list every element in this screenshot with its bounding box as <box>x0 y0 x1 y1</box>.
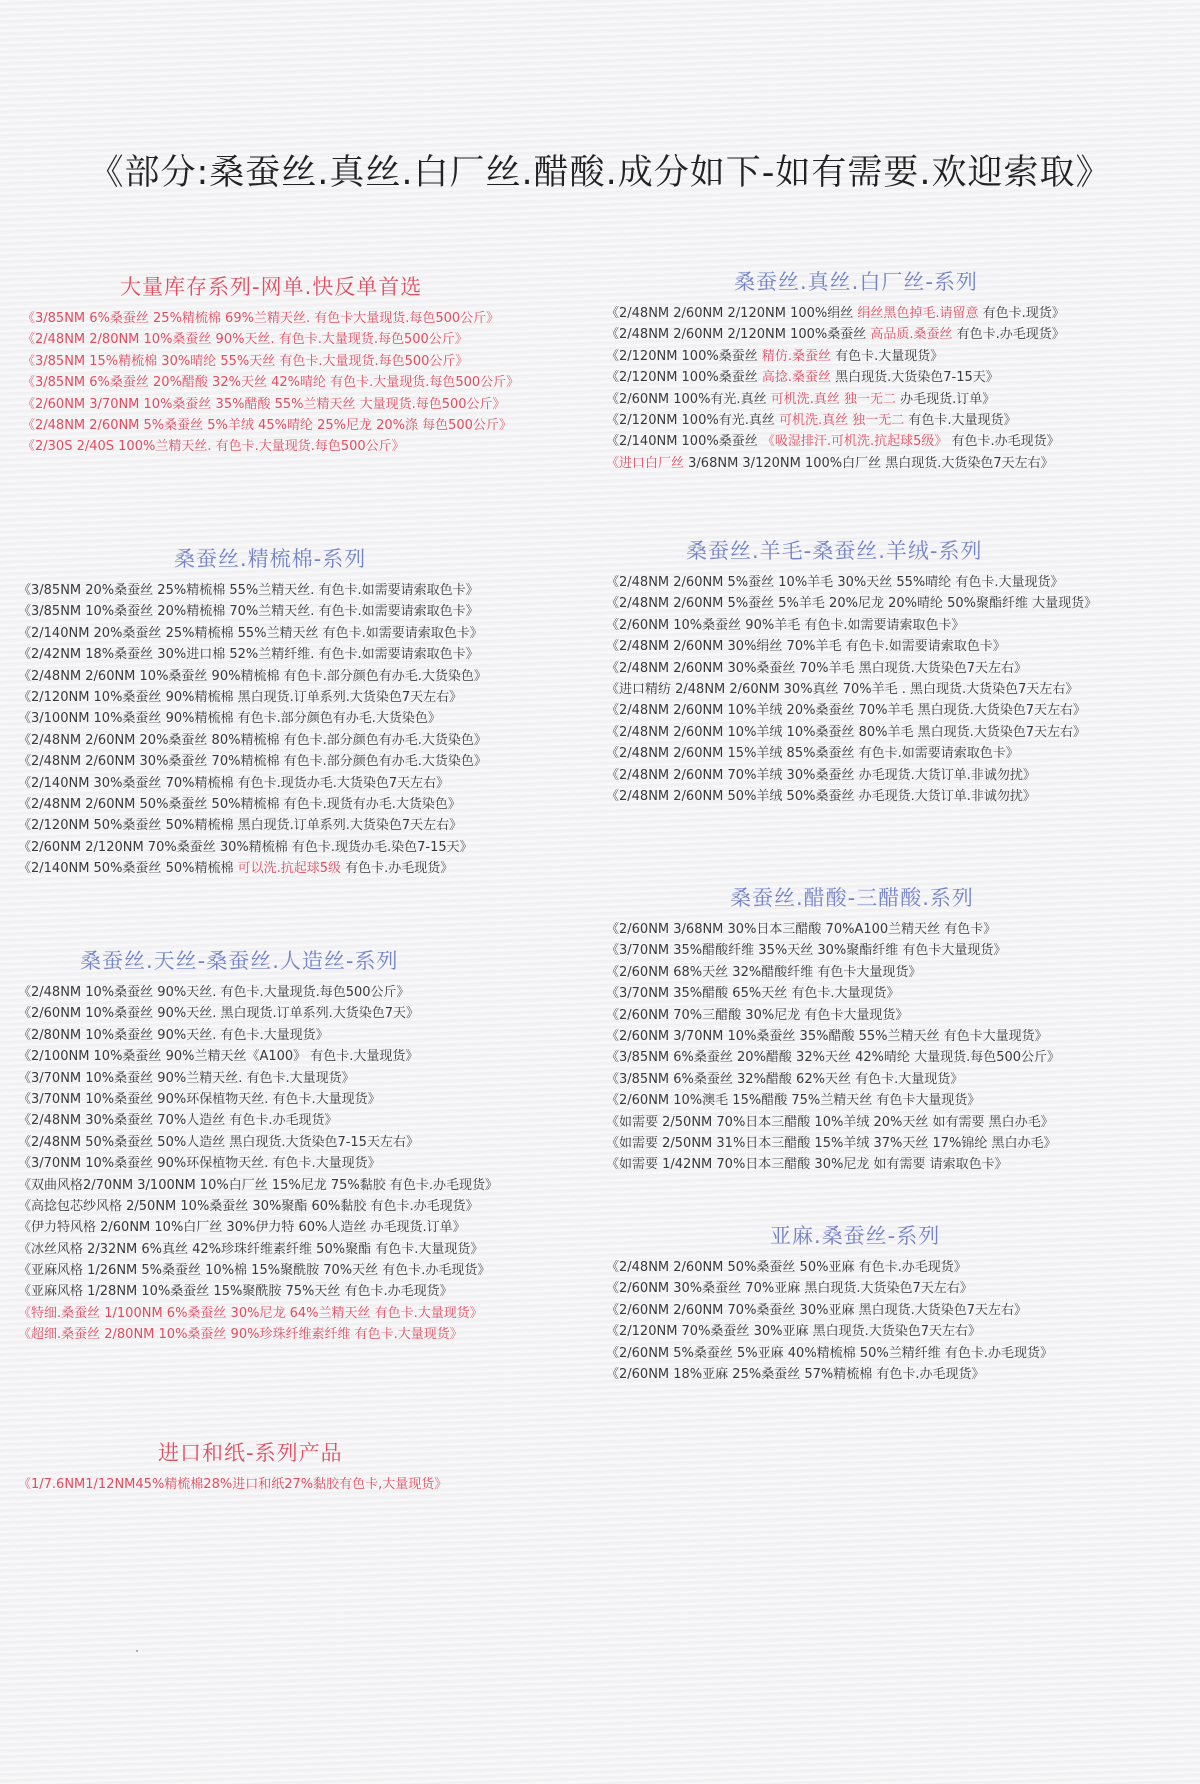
item-spec: 《2/120NM 100%有光.真丝 <box>606 412 779 428</box>
list-item <box>18 858 588 879</box>
wool-cashmere-section <box>606 536 1186 807</box>
list-item: 《2/48NM 2/60NM 5%蚕丝 5%羊毛 20%尼龙 20%晴纶 50%聚酯纤维 大量现货》 <box>606 596 1098 612</box>
list-item: 《如需要 2/50NM 31%日本三醋酸 15%羊绒 37%天丝 17%锦纶 黑白办毛》 <box>606 1135 1057 1151</box>
item-highlight: 精仿.桑蚕丝 <box>761 348 831 364</box>
list-item <box>606 389 1186 410</box>
item-spec: 《2/140NM 50%桑蚕丝 50%精梳棉 <box>18 861 238 877</box>
list-item <box>606 303 1186 324</box>
item-spec: 《2/120NM 10%桑蚕丝 90%精梳棉 黑白现货.订单系列.大货染色7天左右》 <box>18 689 463 705</box>
list-item: 《2/60NM 10%桑蚕丝 90%天丝. 黑白现货.订单系列.大货染色7天》 <box>18 1006 419 1022</box>
item-spec: 《2/48NM 2/60NM 2/120NM 100%桑蚕丝 <box>606 327 871 343</box>
list-item <box>606 346 1186 367</box>
item-highlight: 高品质.桑蚕丝 <box>870 327 953 343</box>
item-spec: 《3/85NM 20%桑蚕丝 25%精梳棉 55%兰精天丝. 有色卡.如需要请索取色卡》 <box>18 583 479 598</box>
list-item: 《2/60NM 30%桑蚕丝 70%亚麻 黑白现货.大货染色7天左右》 <box>606 1281 973 1297</box>
list-item: 《2/48NM 2/60NM 50%桑蚕丝 50%亚麻 有色卡.办毛现货》 <box>606 1260 967 1275</box>
item-spec: 《2/48NM 2/60NM 50%桑蚕丝 50%精梳棉 有色卡.现货有办毛.大货染色》 <box>18 796 461 812</box>
list-item: 《3/85NM 15%精梳棉 30%晴纶 55%天丝 有色卡.大量现货.每色500公斤》 <box>22 353 469 369</box>
list-item: 《2/60NM 10%澳毛 15%醋酸 75%兰精天丝 有色卡大量现货》 <box>606 1093 981 1109</box>
list-item: 《2/60NM 18%亚麻 25%桑蚕丝 57%精梳棉 有色卡.办毛现货》 <box>606 1366 985 1382</box>
list-item: 《2/120NM 70%桑蚕丝 30%亚麻 黑白现货.大货染色7天左右》 <box>606 1324 981 1340</box>
list-item <box>606 367 1186 388</box>
list-item: 《3/85NM 6%桑蚕丝 20%醋酸 32%天丝 42%晴纶 大量现货.每色500公斤》 <box>606 1050 1061 1066</box>
list-item: 《3/70NM 35%醋酸纤维 35%天丝 30%聚酯纤维 有色卡大量现货》 <box>606 943 1007 959</box>
list-item: 《2/48NM 50%桑蚕丝 50%人造丝 黑白现货.大货染色7-15天左右》 <box>18 1134 419 1150</box>
item-spec: 《2/120NM 50%桑蚕丝 50%精梳棉 黑白现货.订单系列.大货染色7天左右》 <box>18 818 463 834</box>
item-spec: 《3/85NM 10%桑蚕丝 20%精梳棉 70%兰精天丝. 有色卡.如需要请索取色卡》 <box>18 604 479 620</box>
list-item: 《2/48NM 2/60NM 10%羊绒 20%桑蚕丝 70%羊毛 黑白现货.大货染色7天左右》 <box>606 703 1087 719</box>
list-item: 《2/48NM 2/60NM 5%蚕丝 10%羊毛 30%天丝 55%晴纶 有色卡.大量现货》 <box>606 575 1064 590</box>
list-item: 《2/48NM 2/60NM 30%桑蚕丝 70%羊毛 黑白现货.大货染色7天左右》 <box>606 660 1027 676</box>
list-item <box>18 708 588 729</box>
list-item: 《2/48NM 2/60NM 15%羊绒 85%桑蚕丝 有色卡.如需要请索取色卡》 <box>606 746 1019 762</box>
section-title-tencel-rayon: 桑蚕丝.天丝-桑蚕丝.人造丝-系列 <box>80 949 399 973</box>
tencel-rayon-section <box>18 946 588 1346</box>
list-item <box>606 410 1186 431</box>
list-item <box>18 815 588 836</box>
list-item: 《3/70NM 35%醋酸 65%天丝 有色卡.大量现货》 <box>606 986 900 1002</box>
list-item: 《2/30S 2/40S 100%兰精天丝. 有色卡.大量现货.每色500公斤》 <box>22 439 405 455</box>
list-item: 《2/48NM 10%桑蚕丝 90%天丝. 有色卡.大量现货.每色500公斤》 <box>18 985 410 1000</box>
item-highlight: 可机洗.真丝 独一无二 <box>770 391 896 407</box>
wool-cashmere-list <box>606 572 1186 807</box>
list-item <box>606 324 1186 345</box>
item-spec: 《2/120NM 100%桑蚕丝 <box>606 348 762 364</box>
list-item: 《2/48NM 30%桑蚕丝 70%人造丝 有色卡.办毛现货》 <box>18 1113 338 1129</box>
item-highlight: 《吸湿排汗.可机洗.抗起球5级》 <box>761 434 948 450</box>
item-highlight: 可机洗.真丝 独一无二 <box>778 412 905 428</box>
list-item <box>18 687 588 708</box>
list-item: 《3/85NM 6%桑蚕丝 20%醋酸 32%天丝 42%晴纶 有色卡.大量现货.每色500公斤》 <box>22 375 520 391</box>
mulberry-silk-section <box>606 267 1186 474</box>
list-item <box>18 730 588 751</box>
item-status: 有色卡.大量现货》 <box>830 348 944 364</box>
list-item: 《2/48NM 2/60NM 70%羊绒 30%桑蚕丝 办毛现货.大货订单.非诚勿扰》 <box>606 767 1036 783</box>
list-item: 《进口精纺 2/48NM 2/60NM 30%真丝 70%羊毛 . 黑白现货.大货染色7天左右》 <box>606 681 1079 697</box>
item-status: 办毛现货.订单》 <box>895 391 996 407</box>
list-item: 《2/48NM 2/60NM 10%羊绒 10%桑蚕丝 80%羊毛 黑白现货.大货染色7天左右》 <box>606 724 1087 740</box>
item-spec: 《2/60NM 2/120NM 70%桑蚕丝 30%精梳棉 有色卡.现货办毛.染色7-15天》 <box>18 839 473 855</box>
list-item: 《3/70NM 10%桑蚕丝 90%环保植物天丝. 有色卡.大量现货》 <box>18 1156 381 1172</box>
list-item: 《如需要 2/50NM 70%日本三醋酸 10%羊绒 20%天丝 如有需要 黑白办毛》 <box>606 1114 1054 1130</box>
list-item: 《亚麻风格 1/26NM 5%桑蚕丝 10%棉 15%聚酰胺 70%天丝 有色卡.办毛现货》 <box>18 1263 491 1279</box>
list-item: 《2/60NM 3/70NM 10%桑蚕丝 35%醋酸 55%兰精天丝 大量现货.每色500公斤》 <box>22 396 506 412</box>
linen-list <box>606 1257 1186 1385</box>
list-item: 《2/60NM 5%桑蚕丝 5%亚麻 40%精梳棉 50%兰精纤维 有色卡.办毛现货》 <box>606 1345 1053 1361</box>
item-spec: 《3/100NM 10%桑蚕丝 90%精梳棉 有色卡.部分颜色有办毛.大货染色》 <box>18 711 441 727</box>
list-item: 《2/60NM 70%三醋酸 30%尼龙 有色卡大量现货》 <box>606 1007 909 1023</box>
mulberry-silk-list <box>606 303 1186 474</box>
item-spec: 《2/48NM 2/60NM 10%桑蚕丝 90%精梳棉 有色卡.部分颜色有办毛.大货染色》 <box>18 668 487 684</box>
list-item: 《高捻包芯纱风格 2/50NM 10%桑蚕丝 30%聚酯 60%黏胶 有色卡.办毛现货》 <box>18 1198 479 1214</box>
list-item: 《2/100NM 10%桑蚕丝 90%兰精天丝《A100》 有色卡.大量现货》 <box>18 1049 419 1065</box>
item-spec: 《2/140NM 100%桑蚕丝 <box>606 434 762 450</box>
section-title-washi-paper: 进口和纸-系列产品 <box>158 1441 343 1465</box>
item-highlight: 高捻.桑蚕丝 <box>761 370 831 386</box>
list-item: 《1/7.6NM1/12NM45%精梳棉28%进口和纸27%黏胶有色卡,大量现货》 <box>18 1477 448 1492</box>
tencel-rayon-list <box>18 982 588 1346</box>
item-status: 有色卡.办毛现货》 <box>341 861 454 877</box>
combed-cotton-section <box>18 544 588 879</box>
item-spec: 《2/42NM 18%桑蚕丝 30%进口棉 52%兰精纤维. 有色卡.如需要请索取色卡》 <box>18 647 479 663</box>
stock-section <box>22 272 582 458</box>
acetate-section <box>606 883 1186 1176</box>
section-title-mulberry-silk: 桑蚕丝.真丝.白厂丝-系列 <box>734 270 978 294</box>
list-item <box>18 601 588 622</box>
list-item <box>18 644 588 665</box>
list-item: 《2/60NM 10%桑蚕丝 90%羊毛 有色卡.如需要请索取色卡》 <box>606 617 965 633</box>
section-title-combed-cotton: 桑蚕丝.精梳棉-系列 <box>174 547 367 571</box>
section-title-linen: 亚麻.桑蚕丝-系列 <box>770 1224 941 1248</box>
list-item <box>18 773 588 794</box>
item-highlight: 《进口白厂丝 <box>606 455 685 471</box>
list-item <box>18 666 588 687</box>
item-spec: 《2/140NM 20%桑蚕丝 25%精梳棉 55%兰精天丝 有色卡.如需要请索取色卡》 <box>18 625 483 641</box>
item-highlight: 绢丝黑色掉毛.请留意 <box>857 306 979 321</box>
item-status: 有色卡.现货》 <box>978 306 1065 321</box>
item-spec: 《2/140NM 30%桑蚕丝 70%精梳棉 有色卡.现货办毛.大货染色7天左右》 <box>18 775 450 791</box>
item-spec: 《2/48NM 2/60NM 30%桑蚕丝 70%精梳棉 有色卡.部分颜色有办毛.大货染色》 <box>18 754 487 770</box>
item-status: 3/68NM 3/120NM 100%白厂丝 黑白现货.大货染色7天左右》 <box>684 455 1054 471</box>
list-item <box>18 623 588 644</box>
section-title-wool-cashmere: 桑蚕丝.羊毛-桑蚕丝.羊绒-系列 <box>686 539 983 563</box>
list-item: 《3/85NM 6%桑蚕丝 25%精梳棉 69%兰精天丝. 有色卡大量现货.每色500公斤》 <box>22 311 500 326</box>
list-item <box>18 580 588 601</box>
stock-list <box>22 308 582 458</box>
list-item: 《冰丝风格 2/32NM 6%真丝 42%珍珠纤维素纤维 50%聚酯 有色卡.大量现货》 <box>18 1241 484 1257</box>
linen-section <box>606 1221 1186 1385</box>
paper-speck <box>136 1650 138 1652</box>
combed-cotton-list <box>18 580 588 879</box>
washi-paper-section <box>18 1438 588 1495</box>
section-title-stock: 大量库存系列-网单.快反单首选 <box>120 275 423 299</box>
list-item: 《2/48NM 2/60NM 30%绢丝 70%羊毛 有色卡.如需要请索取色卡》 <box>606 639 1006 655</box>
item-spec: 《2/48NM 2/60NM 20%桑蚕丝 80%精梳棉 有色卡.部分颜色有办毛.大货染色》 <box>18 732 487 748</box>
list-item: 《2/60NM 68%天丝 32%醋酸纤维 有色卡大量现货》 <box>606 964 922 980</box>
page-title: 《部分:桑蚕丝.真丝.白厂丝.醋酸.成分如下-如有需要.欢迎索取》 <box>88 153 1112 193</box>
list-item: 《双曲风格2/70NM 3/100NM 10%白厂丝 15%尼龙 75%黏胶 有色卡.办毛现货》 <box>18 1177 499 1193</box>
list-item: 《亚麻风格 1/28NM 10%桑蚕丝 15%聚酰胺 75%天丝 有色卡.办毛现货》 <box>18 1284 453 1300</box>
acetate-list <box>606 919 1186 1176</box>
list-item: 《特细.桑蚕丝 1/100NM 6%桑蚕丝 30%尼龙 64%兰精天丝 有色卡.大量现货》 <box>18 1305 483 1321</box>
list-item: 《伊力特风格 2/60NM 10%白厂丝 30%伊力特 60%人造丝 办毛现货.订单》 <box>18 1220 466 1236</box>
list-item: 《3/85NM 6%桑蚕丝 32%醋酸 62%天丝 有色卡.大量现货》 <box>606 1071 964 1087</box>
list-item: 《2/60NM 2/60NM 70%桑蚕丝 30%亚麻 黑白现货.大货染色7天左右》 <box>606 1302 1027 1318</box>
item-status: 黑白现货.大货染色7-15天》 <box>830 370 999 386</box>
list-item: 《2/60NM 3/68NM 30%日本三醋酸 70%A100兰精天丝 有色卡》 <box>606 922 997 937</box>
list-item <box>18 794 588 815</box>
washi-paper-list <box>18 1474 588 1495</box>
item-status: 有色卡.办毛现货》 <box>952 327 1065 343</box>
list-item: 《3/70NM 10%桑蚕丝 90%兰精天丝. 有色卡.大量现货》 <box>18 1070 355 1086</box>
item-spec: 《2/48NM 2/60NM 2/120NM 100%绢丝 <box>606 306 858 321</box>
list-item: 《超细.桑蚕丝 2/80NM 10%桑蚕丝 90%珍珠纤维素纤维 有色卡.大量现货》 <box>18 1327 463 1343</box>
item-spec: 《2/120NM 100%桑蚕丝 <box>606 370 762 386</box>
list-item <box>18 837 588 858</box>
item-spec: 《2/60NM 100%有光.真丝 <box>606 391 771 407</box>
section-title-acetate: 桑蚕丝.醋酸-三醋酸.系列 <box>730 886 974 910</box>
list-item: 《如需要 1/42NM 70%日本三醋酸 30%尼龙 如有需要 请索取色卡》 <box>606 1157 1008 1173</box>
list-item: 《2/48NM 2/60NM 50%羊绒 50%桑蚕丝 办毛现货.大货订单.非诚勿扰》 <box>606 788 1036 804</box>
item-status: 有色卡.办毛现货》 <box>947 434 1060 450</box>
list-item <box>606 431 1186 452</box>
item-status: 有色卡.大量现货》 <box>904 412 1017 428</box>
list-item <box>606 453 1186 474</box>
list-item: 《2/48NM 2/60NM 5%桑蚕丝 5%羊绒 45%晴纶 25%尼龙 20%涤 每色500公斤》 <box>22 417 512 433</box>
list-item: 《2/48NM 2/80NM 10%桑蚕丝 90%天丝. 有色卡.大量现货.每色500公斤》 <box>22 332 468 348</box>
list-item <box>18 751 588 772</box>
list-item: 《2/80NM 10%桑蚕丝 90%天丝. 有色卡.大量现货》 <box>18 1027 329 1043</box>
list-item: 《2/60NM 3/70NM 10%桑蚕丝 35%醋酸 55%兰精天丝 有色卡大量现货》 <box>606 1028 1048 1044</box>
list-item: 《3/70NM 10%桑蚕丝 90%环保植物天丝. 有色卡.大量现货》 <box>18 1091 381 1107</box>
item-highlight: 可以洗.抗起球5级 <box>237 861 341 877</box>
